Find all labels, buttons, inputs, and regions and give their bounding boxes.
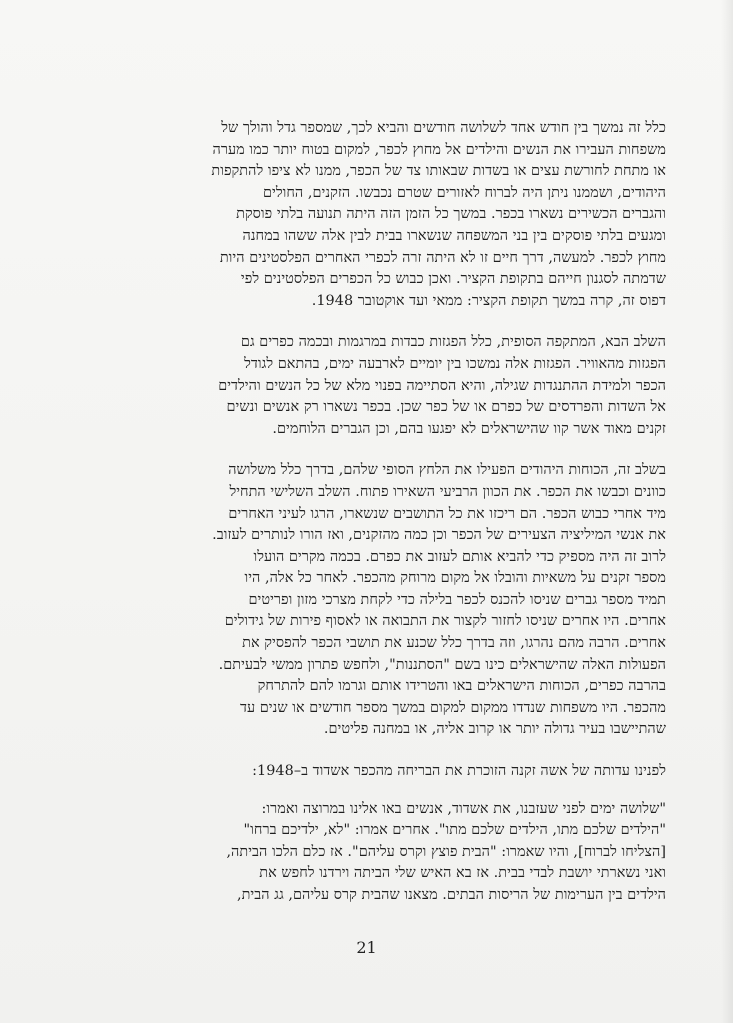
- text-line: היהודים, ושממנו ניתן היה לברוח לאזורים שטרם נכבשו. הזקנים, החולים: [263, 184, 666, 201]
- text-line: לרוב זה היה מספיק כדי להביא אותם לעזוב את כפרם. בכמה מקרים הועלו: [253, 548, 666, 565]
- paragraph-3: [78, 460, 666, 741]
- text-line: זקנים מאוד אשר קוו שהישראלים לא יפגעו בהם, וכן הגברים הלוחמים.: [272, 420, 666, 437]
- quote-line: [הצליחו לברוח], והיו שאמרו: "הבית פוצץ וקרס עליהם". אז כלם הלכו הביתה,: [226, 843, 666, 860]
- text-line: שדמתה לסגנון חייהם בתקופת הקציר. ואכן כבוש כל הכפרים הפלסטינים לפי: [240, 271, 666, 288]
- quote-line: ואני נשארתי יושבת לבדי בבית. אז בא האיש שלי הביתה וירדנו לחפש את: [259, 865, 666, 882]
- text-line: והגברים הכשירים נשארו בכפר. במשך כל הזמן הזה היתה תנועה בלתי פוסקת: [236, 206, 666, 223]
- quote-line: "שלושה ימים לפני שעזבנו, את אשדוד, אנשים באו אלינו במרוצה ואמרו:: [261, 800, 666, 817]
- testimony-quote: [78, 799, 666, 907]
- text-line: מיד אחרי כבוש הכפר. הם ריכזו את כל התושבים שנשארו, הרגו לעיני האחרים: [228, 505, 666, 522]
- text-line: מחוץ לכפר. למעשה, דרך חיים זו לא היתה זרה לכפרי האחרים הפלסטינים היות: [219, 249, 666, 266]
- paragraph-2: [78, 332, 666, 440]
- text-line: כוונים וכבשו את הכפר. את הכוון הרביעי השאירו פתוח. השלב השלישי התחיל: [229, 483, 666, 500]
- page-edge-shadow: [721, 0, 733, 1023]
- text-line: את אנשי המיליציה הצעירים של הכפר וכן כמה מהזקנים, ואז הורו לנותרים לעזוב.: [212, 527, 666, 544]
- page-number: 21: [356, 938, 377, 957]
- text-line: תמיד מספר גברים שניסו להכנס לכפר בלילה כדי לקחת מצרכי מזון ופריטים: [248, 591, 666, 608]
- text-line: הכפר ולמידת ההתנגדות שגילה, והיא הסתיימה בפנוי מלא של כל הנשים והילדים: [218, 377, 666, 394]
- testimony-intro: לפנינו עדותה של אשה זקנה הזוכרת את הבריחה מהכפר אשדוד ב–1948:: [252, 763, 666, 780]
- paragraph-1: [78, 118, 666, 312]
- page-body: [78, 118, 666, 907]
- text-line: מספר זקנים על משאיות והובלו אל מקום מרוחק מהכפר. לאחר כל אלה, היו: [244, 570, 666, 587]
- text-line: הפגזות מהאוויר. הפגזות אלה נמשכו בין יומיים לארבעה ימים, בהתאם לגודל: [244, 355, 666, 372]
- text-line: אחרים. היו אחרים שניסו לחזור לקצור את התבואה או לאסוף פירות של גידולים: [224, 613, 666, 630]
- text-line: אחרים. הרבה מהם נהרגו, וזה בדרך כלל שכנע את תושבי הכפר להפסיק את: [242, 635, 666, 652]
- text-line: אל השדות והפרדסים של כפרם או של כפר שכן. בכפר נשארו רק אנשים ונשים: [226, 399, 666, 416]
- text-line: שהתיישבו בעיר גדולה יותר או קרוב אליה, או במחנה פליטים.: [323, 721, 666, 738]
- text-line: הפעולות האלה שהישראלים כינו בשם "הסתננות", ולחפש פתרון ממשי לבעיתם.: [218, 656, 666, 673]
- text-line: ומגעים בלתי פוסקים בין בני המשפחה שנשארו בבית לבין אלה ששהו במחנה: [242, 227, 666, 244]
- text-line: משפחות העבירו את הנשים והילדים אל מחוץ לכפר, למקום בטוח יותר כמו מערה: [212, 141, 666, 158]
- quote-line: הילדים בין הערימות של הריסות הבתים. מצאנו שהבית קרס עליהם, גג הבית,: [236, 887, 666, 903]
- quote-line: "הילדים שלכם מתו, הילדים שלכם מתו". אחרים אמרו: "לא, ילדיכם ברחו": [243, 822, 666, 839]
- text-line: בהרבה כפרים, הכוחות הישראלים באו והטרידו אותם וגרמו להם להתרחק: [257, 678, 666, 695]
- text-line: כלל זה נמשך בין חודש אחד לשלושה חודשים והביא לכך, שמספר גדל והולך של: [221, 120, 666, 136]
- text-line: דפוס זה, קרה במשך תקופת הקציר: ממאי ועד אוקטובר 1948.: [311, 292, 666, 309]
- text-line: מהכפר. היו משפחות שנדדו ממקום למקום במשך מספר חודשים או שנים עד: [239, 699, 666, 716]
- text-line: בשלב זה, הכוחות היהודים הפעילו את הלחץ הסופי שלהם, בדרך כלל משלושה: [228, 462, 666, 479]
- text-line: השלב הבא, המתקפה הסופית, כלל הפגזות כבדות במרגמות ובכמה כפרים גם: [240, 334, 666, 351]
- text-line: או מתחת לחורשת עצים או בשדות שבאותו צד של הכפר, ממנו לא ציפו להתקפות: [211, 163, 666, 180]
